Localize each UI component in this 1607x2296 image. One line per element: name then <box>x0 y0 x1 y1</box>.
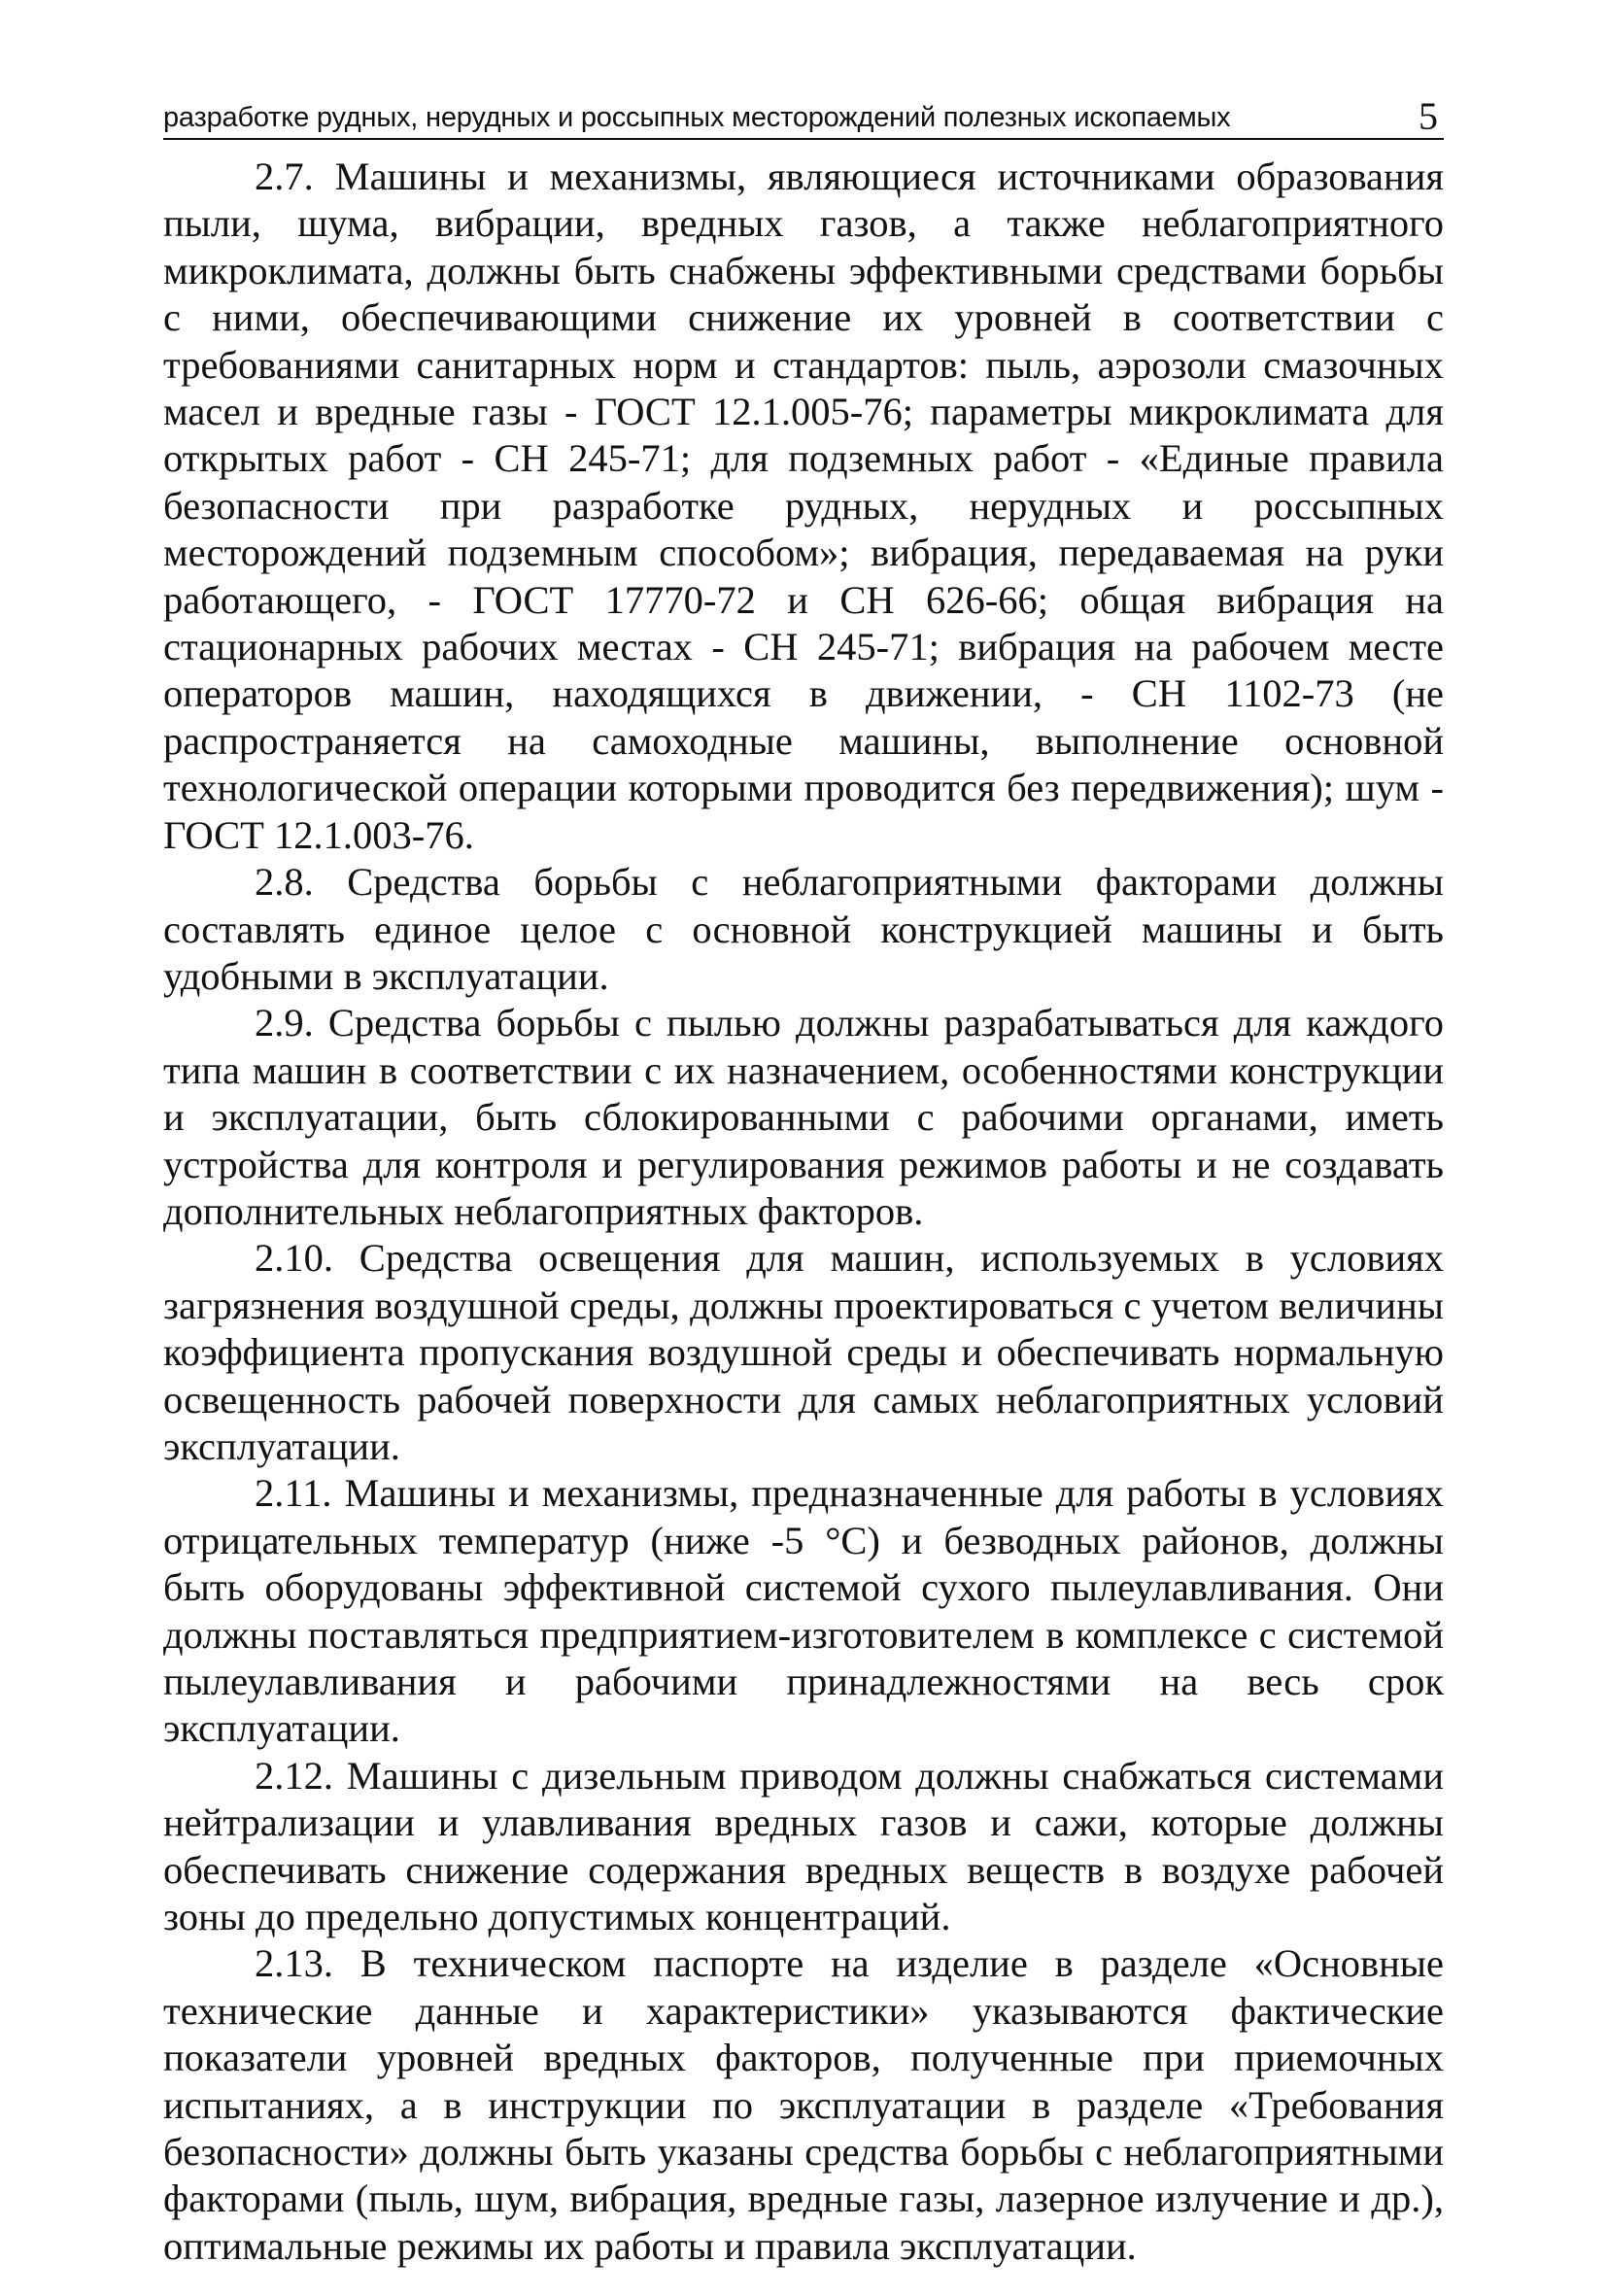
paragraph-2-8: 2.8. Средства борьбы с неблагоприятными факторами должны составлять единое целое с основной конструкцией машины и быть удобными в эксплуатации. <box>163 860 1444 998</box>
paragraph-2-7: 2.7. Машины и механизмы, являющиеся источниками образования пыли, шума, вибрации, вредных газов, а также неблагоприятного микроклимата, должны быть снабжены эффективными средствами борьбы с ними, обеспечивающими снижение их уровней в соответствии с требованиями санитарных норм и стандартов: пыль, аэрозоли смазочных масел и вредные газы - ГОСТ 12.1.005-76; параметры микроклимата для открытых работ - СН 245-71; для подземных работ - «Единые правила безопасности при разработке рудных, нерудных и россыпных месторождений подземным способом»; вибрация, передаваемая на руки работающего, - ГОСТ 17770-72 и СН 626-66; общая вибрация на стационарных рабочих местах - СН 245-71; вибрация на рабочем месте операторов машин, находящихся в движении, - СН 1102-73 (не распространяется на самоходные машины, выполнение основной технологической операции которыми проводится без передвижения); шум - ГОСТ 12.1.003-76. <box>163 154 1444 857</box>
page-number: 5 <box>1419 94 1438 138</box>
paragraph-2-11: 2.11. Машины и механизмы, предназначенные для работы в условиях отрицательных температур (ниже -5 °С) и безводных районов, должны быть оборудованы эффективной системой сухого пылеулавливания. Они должны поставляться предприятием-изготовителем в комплексе с системой пылеулавливания и рабочими принадлежностями на весь срок эксплуатации. <box>163 1471 1444 1751</box>
paragraph-2-13: 2.13. В техническом паспорте на изделие в разделе «Основные технические данные и характеристики» указываются фактические показатели уровней вредных факторов, полученные при приемочных испытаниях, а в инструкции по эксплуатации в разделе «Требования безопасности» должны быть указаны средства борьбы с неблагоприятными факторами (пыль, шум, вибрация, вредные газы, лазерное излучение и др.), оптимальные режимы их работы и правила эксплуатации. <box>163 1941 1444 2268</box>
paragraph-2-12: 2.12. Машины с дизельным приводом должны снабжаться системами нейтрализации и улавливания вредных газов и сажи, которые должны обеспечивать снижение содержания вредных веществ в воздухе рабочей зоны до предельно допустимых концентраций. <box>163 1753 1444 1939</box>
paragraph-2-9: 2.9. Средства борьбы с пылью должны разрабатываться для каждого типа машин в соответствии с их назначением, особенностями конструкции и эксплуатации, быть сблокированными с рабочими органами, иметь устройства для контроля и регулирования режимов работы и не создавать дополнительных неблагоприятных факторов. <box>163 1001 1444 1233</box>
header-title: разработке рудных, нерудных и россыпных месторождений полезных ископаемых <box>163 102 1231 133</box>
document-body <box>163 154 1444 2270</box>
running-header <box>163 82 1444 140</box>
paragraph-2-10: 2.10. Средства освещения для машин, используемых в условиях загрязнения воздушной среды, должны проектироваться с учетом величины коэффициента пропускания воздушной среды и обеспечивать нормальную освещенность рабочей поверхности для самых неблагоприятных условий эксплуатации. <box>163 1236 1444 1468</box>
